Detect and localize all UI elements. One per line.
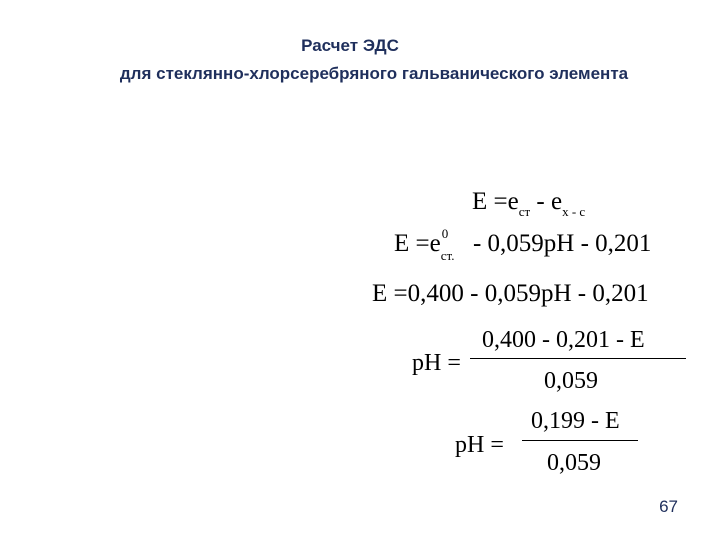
slide-title: Расчет ЭДС bbox=[301, 36, 399, 55]
eq5-fraction-bar bbox=[522, 440, 638, 441]
eq1-mid: - e bbox=[530, 188, 563, 215]
equation-emf-definition bbox=[472, 188, 586, 219]
eq2-lhs: E =e bbox=[394, 230, 441, 257]
page-number: 67 bbox=[659, 497, 678, 516]
equation-emf-numeric: E =0,400 - 0,059pH - 0,201 bbox=[372, 280, 649, 307]
eq1-lhs: E =e bbox=[472, 188, 519, 215]
eq1-sub-xc: х - с bbox=[562, 204, 586, 219]
eq5-denominator: 0,059 bbox=[547, 450, 601, 476]
eq4-denominator: 0,059 bbox=[544, 368, 598, 394]
eq1-sub-st: ст bbox=[518, 204, 531, 219]
eq5-numerator: 0,199 - E bbox=[531, 408, 620, 434]
eq4-fraction-bar bbox=[470, 358, 686, 359]
eq5-lhs: pH = bbox=[455, 432, 504, 458]
eq2-index-group bbox=[440, 226, 467, 263]
equation-emf-ph bbox=[394, 226, 652, 263]
eq4-lhs: pH = bbox=[412, 350, 461, 376]
eq4-numerator: 0,400 - 0,201 - E bbox=[482, 327, 645, 353]
eq2-sub-st: ст. bbox=[440, 248, 455, 263]
slide-subtitle: для стеклянно-хлорсеребряного гальванического элемента bbox=[119, 64, 629, 83]
eq2-sup-zero: 0 bbox=[441, 226, 449, 241]
eq2-rhs: - 0,059pH - 0,201 bbox=[466, 230, 652, 257]
